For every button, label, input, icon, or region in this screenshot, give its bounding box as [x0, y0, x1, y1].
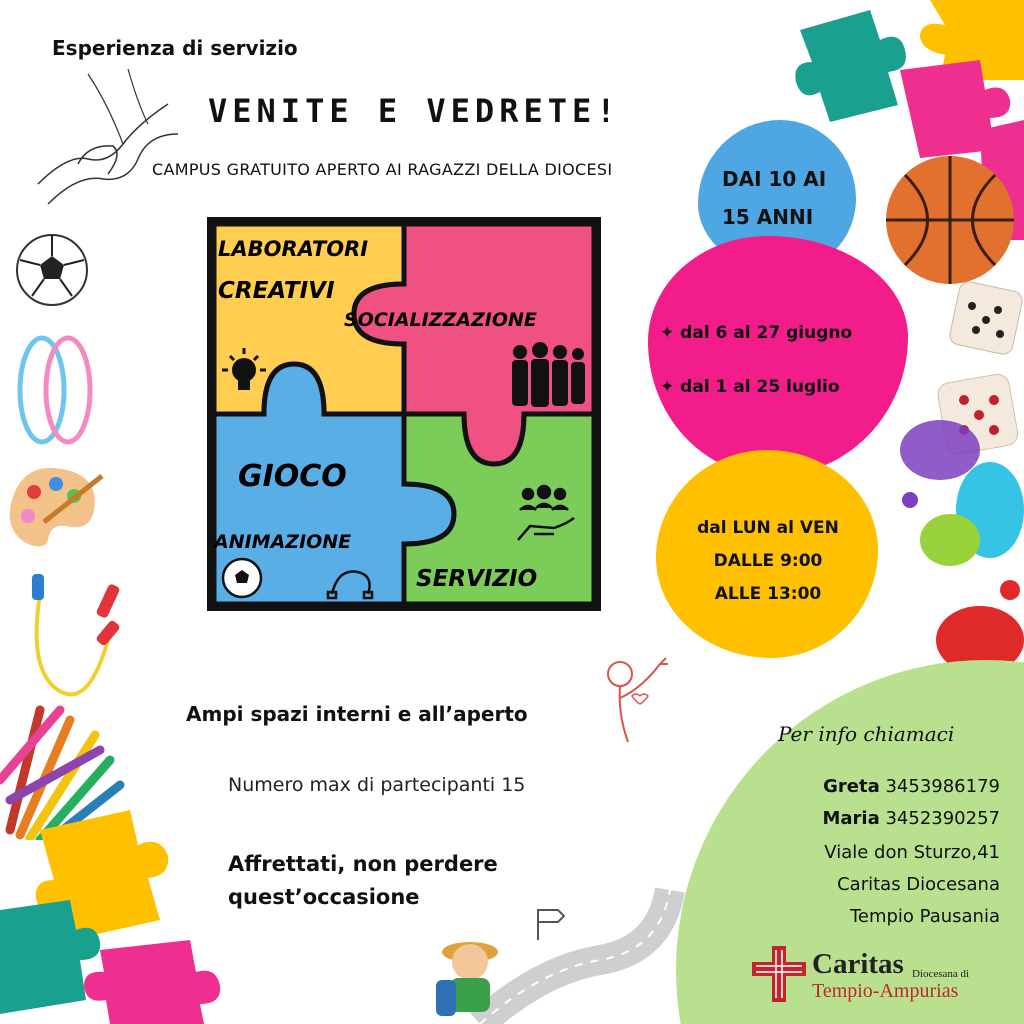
puzzle-pieces-decoration — [0, 800, 240, 1024]
age-range — [722, 160, 826, 236]
star-bullet-icon: ✦ — [660, 323, 681, 343]
logo-subtitle: Diocesana di — [912, 968, 970, 980]
hula-hoops-icon — [8, 330, 98, 450]
date-july: dal 1 al 25 luglio — [680, 377, 840, 397]
logo-region: Tempio-Ampurias — [812, 980, 959, 1002]
schedule — [664, 512, 872, 611]
date-row-june — [660, 306, 852, 360]
contact-greta — [823, 776, 1000, 797]
puzzle-label-creativi: CREATIVI — [218, 278, 335, 304]
puzzle-label-socializzazione: SOCIALIZZAZIONE — [344, 309, 537, 331]
schedule-end: ALLE 13:00 — [714, 584, 822, 604]
contact-phone-maria[interactable]: 3452390257 — [885, 808, 1000, 829]
subtitle: CAMPUS GRATUITO APERTO AI RAGAZZI DELLA DIOCESI — [152, 160, 613, 179]
hurry-line-1: Affrettati, non perdere — [228, 852, 498, 876]
spaces-text: Ampi spazi interni e all’aperto — [186, 702, 528, 726]
soccer-ball-icon — [14, 232, 90, 308]
paint-palette-icon — [4, 462, 108, 552]
max-participants-text: Numero max di partecipanti 15 — [228, 774, 526, 796]
caritas-cross-logo-icon — [752, 944, 806, 1004]
puzzle-label-servizio: SERVIZIO — [416, 566, 538, 592]
contact-address: Viale don Sturzo,41 — [824, 842, 1000, 863]
puzzle-label-gioco: GIOCO — [238, 459, 347, 494]
contact-city: Tempio Pausania — [849, 906, 1000, 927]
puzzle-label-animazione: ANIMAZIONE — [214, 531, 352, 553]
contact-name-maria: Maria — [822, 808, 880, 829]
date-row-july — [660, 360, 852, 414]
contact-maria — [822, 808, 1000, 829]
basketball-icon — [880, 150, 1020, 290]
puzzle-label-laboratori: LABORATORI — [218, 237, 369, 261]
paint-splash-decoration — [880, 390, 1024, 680]
logo-name: Caritas — [812, 948, 904, 980]
holding-hands-drawing — [28, 64, 188, 214]
date-june: dal 6 al 27 giugno — [680, 323, 853, 343]
contact-org: Caritas Diocesana — [837, 874, 1000, 895]
star-bullet-icon: ✦ — [660, 377, 681, 397]
page-title: VENITE E VEDRETE! — [208, 92, 621, 130]
schedule-days: dal LUN al VEN — [697, 518, 839, 538]
activities-puzzle — [204, 214, 604, 614]
kicker-text: Esperienza di servizio — [52, 36, 298, 60]
schedule-start: DALLE 9:00 — [713, 551, 823, 571]
waving-figure-drawing — [598, 654, 678, 750]
age-line-2: 15 ANNI — [722, 205, 814, 229]
contact-name-greta: Greta — [823, 776, 880, 797]
date-ranges — [660, 306, 852, 414]
hurry-line-2: quest’occasione — [228, 885, 420, 909]
hiker-kid-drawing — [420, 850, 690, 1024]
contact-title: Per info chiamaci — [778, 722, 955, 746]
contact-phone-greta[interactable]: 3453986179 — [885, 776, 1000, 797]
soccer-ball-icon — [223, 559, 261, 597]
dice-icon — [948, 280, 1024, 356]
age-line-1: DAI 10 AI — [722, 167, 827, 191]
